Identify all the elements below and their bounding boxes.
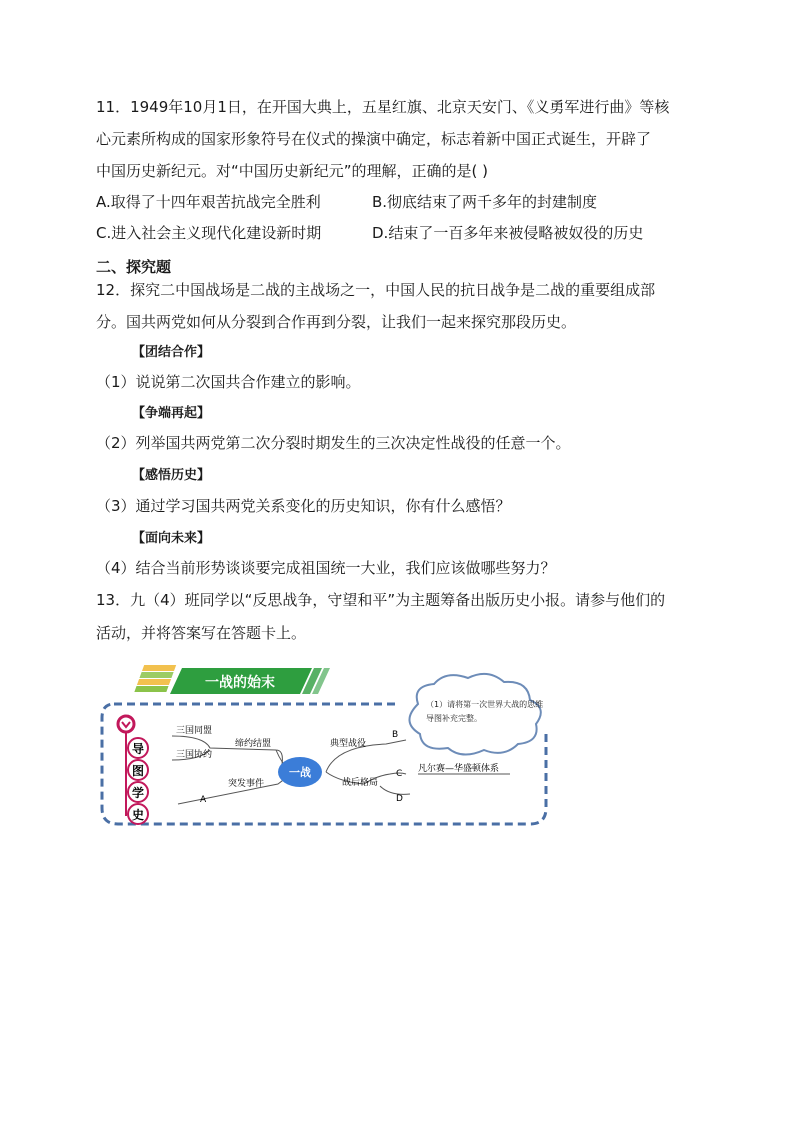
cloud-text-2: 导图补充完整。	[426, 714, 482, 723]
blank-b: B	[392, 730, 399, 740]
label-sanguo-tongmeng: 三国同盟	[176, 726, 213, 736]
cloud-text-1: （1）请将第一次世界大战的思维	[426, 700, 544, 709]
q12-line-2: 分。国共两党如何从分裂到合作再到分裂，让我们一起来探究那段历史。	[96, 313, 577, 331]
label-dianxing-zhanyi: 典型战役	[330, 739, 367, 749]
side-column	[118, 716, 148, 824]
mind-map-figure	[100, 660, 560, 832]
q12-sub-2: （2）列举国共两党第二次分裂时期发生的三次决定性战役的任意一个。	[96, 434, 571, 452]
label-versailles: 凡尔赛—华盛顿体系	[418, 764, 500, 774]
label-zhanhou-geju: 战后格局	[342, 778, 379, 788]
blank-c: C	[396, 769, 403, 779]
q12-sub-1: （1）说说第二次国共合作建立的影响。	[96, 373, 361, 391]
q12-tag-4: 【面向未来】	[132, 531, 211, 546]
book-stack-icon	[134, 665, 176, 692]
label-diyue-jiemeng: 缔约结盟	[235, 739, 272, 749]
q11-option-a: A.取得了十四年艰苦抗战完全胜利	[96, 193, 321, 211]
side-char-1: 导	[131, 742, 145, 756]
side-char-3: 学	[131, 786, 145, 800]
q11-line-3: 中国历史新纪元。对“中国历史新纪元”的理解，正确的是( )	[96, 162, 489, 180]
q11-line-1: 11．1949年10月1日，在开国大典上，五星红旗、北京天安门、《义勇军进行曲》等核	[96, 98, 670, 116]
q13-line-2: 活动，并将答案写在答题卡上。	[96, 624, 307, 642]
q12-line-1: 12．探究二中国战场是二战的主战场之一，中国人民的抗日战争是二战的重要组成部	[96, 281, 656, 299]
q13-line-1: 13．九（4）班同学以“反思战争，守望和平”为主题筹备出版历史小报。请参与他们的	[96, 591, 666, 609]
q12-sub-4: （4）结合当前形势谈谈要完成祖国统一大业，我们应该做哪些努力？	[96, 559, 556, 577]
q12-tag-2: 【争端再起】	[132, 406, 211, 421]
banner-title: 一战的始末	[205, 675, 275, 691]
side-char-4: 史	[131, 808, 145, 822]
center-label: 一战	[289, 766, 311, 779]
q12-tag-3: 【感悟历史】	[132, 468, 211, 483]
blank-d: D	[396, 794, 403, 804]
label-tufa-shijian: 突发事件	[228, 779, 265, 789]
section-title: 二、探究题	[96, 258, 172, 276]
q12-sub-3: （3）通过学习国共两党关系变化的历史知识，你有什么感悟？	[96, 497, 511, 515]
mind-map-svg	[100, 660, 560, 832]
q12-tag-1: 【团结合作】	[132, 345, 211, 360]
q11-option-c: C.进入社会主义现代化建设新时期	[96, 224, 322, 242]
q11-option-d: D.结束了一百多年来被侵略被奴役的历史	[372, 224, 644, 242]
q11-option-b: B.彻底结束了两千多年的封建制度	[372, 193, 598, 211]
q11-line-2: 心元素所构成的国家形象符号在仪式的操演中确定，标志着新中国正式诞生，开辟了	[96, 130, 652, 148]
label-sanguo-xieyue: 三国协约	[176, 750, 213, 760]
side-char-2: 图	[131, 764, 145, 778]
blank-a: A	[200, 795, 207, 805]
